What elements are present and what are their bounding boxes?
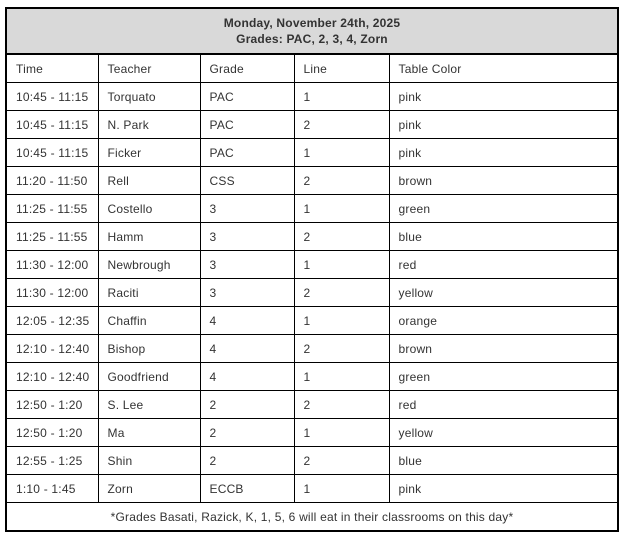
table-cell: Shin xyxy=(98,447,200,475)
table-row xyxy=(6,475,618,503)
table-cell: pink xyxy=(389,83,618,111)
table-cell: pink xyxy=(389,475,618,503)
table-cell: 11:30 - 12:00 xyxy=(6,251,98,279)
table-cell: PAC xyxy=(200,111,294,139)
table-row xyxy=(6,167,618,195)
table-cell: 3 xyxy=(200,195,294,223)
table-cell: 4 xyxy=(200,307,294,335)
column-header-row xyxy=(6,54,618,83)
table-cell: yellow xyxy=(389,279,618,307)
table-cell: 3 xyxy=(200,223,294,251)
title-grades: Grades: PAC, 2, 3, 4, Zorn xyxy=(236,32,388,46)
title-date: Monday, November 24th, 2025 xyxy=(223,16,401,30)
table-row xyxy=(6,363,618,391)
table-cell: brown xyxy=(389,167,618,195)
table-row xyxy=(6,139,618,167)
title-row xyxy=(6,8,618,54)
table-row xyxy=(6,223,618,251)
table-cell: Goodfriend xyxy=(98,363,200,391)
table-cell: 1 xyxy=(294,419,389,447)
table-cell: 2 xyxy=(294,335,389,363)
table-row xyxy=(6,279,618,307)
table-cell: Hamm xyxy=(98,223,200,251)
table-row xyxy=(6,111,618,139)
table-cell: Torquato xyxy=(98,83,200,111)
table-cell: blue xyxy=(389,223,618,251)
table-cell: S. Lee xyxy=(98,391,200,419)
table-cell: 12:50 - 1:20 xyxy=(6,419,98,447)
table-row xyxy=(6,447,618,475)
table-cell: 10:45 - 11:15 xyxy=(6,111,98,139)
table-cell: 3 xyxy=(200,251,294,279)
table-body xyxy=(6,83,618,503)
table-cell: Raciti xyxy=(98,279,200,307)
table-cell: Ma xyxy=(98,419,200,447)
table-row xyxy=(6,335,618,363)
table-cell: 2 xyxy=(294,223,389,251)
column-header-line: Line xyxy=(294,54,389,83)
table-cell: 12:10 - 12:40 xyxy=(6,335,98,363)
table-cell: PAC xyxy=(200,139,294,167)
table-cell: 12:50 - 1:20 xyxy=(6,391,98,419)
table-row xyxy=(6,251,618,279)
table-cell: 11:20 - 11:50 xyxy=(6,167,98,195)
table-cell: 1 xyxy=(294,251,389,279)
footer-row xyxy=(6,503,618,532)
footer-note: *Grades Basati, Razick, K, 1, 5, 6 will eat in their classrooms on this day* xyxy=(6,503,618,532)
table-cell: 11:30 - 12:00 xyxy=(6,279,98,307)
table-cell: 12:10 - 12:40 xyxy=(6,363,98,391)
table-cell: 10:45 - 11:15 xyxy=(6,83,98,111)
table-cell: 11:25 - 11:55 xyxy=(6,195,98,223)
table-row xyxy=(6,419,618,447)
table-cell: CSS xyxy=(200,167,294,195)
table-title xyxy=(6,8,618,54)
table-cell: 12:55 - 1:25 xyxy=(6,447,98,475)
table-cell: 1 xyxy=(294,363,389,391)
table-cell: 2 xyxy=(294,279,389,307)
table-cell: 2 xyxy=(294,391,389,419)
column-header-table-color: Table Color xyxy=(389,54,618,83)
table-cell: 2 xyxy=(200,419,294,447)
table-cell: Ficker xyxy=(98,139,200,167)
table-cell: 3 xyxy=(200,279,294,307)
table-cell: 4 xyxy=(200,363,294,391)
table-cell: orange xyxy=(389,307,618,335)
table-cell: blue xyxy=(389,447,618,475)
table-cell: ECCB xyxy=(200,475,294,503)
table-row xyxy=(6,307,618,335)
table-cell: red xyxy=(389,251,618,279)
table-cell: red xyxy=(389,391,618,419)
table-cell: 2 xyxy=(294,111,389,139)
table-cell: Newbrough xyxy=(98,251,200,279)
table-cell: yellow xyxy=(389,419,618,447)
table-cell: N. Park xyxy=(98,111,200,139)
table-cell: Rell xyxy=(98,167,200,195)
lunch-schedule-table xyxy=(5,7,619,532)
table-cell: Chaffin xyxy=(98,307,200,335)
table-cell: 2 xyxy=(200,391,294,419)
table-cell: PAC xyxy=(200,83,294,111)
column-header-grade: Grade xyxy=(200,54,294,83)
table-cell: Costello xyxy=(98,195,200,223)
table-cell: 1 xyxy=(294,83,389,111)
table-cell: 4 xyxy=(200,335,294,363)
table-cell: 2 xyxy=(294,167,389,195)
table-cell: 1:10 - 1:45 xyxy=(6,475,98,503)
table-cell: pink xyxy=(389,139,618,167)
table-cell: 11:25 - 11:55 xyxy=(6,223,98,251)
table-cell: brown xyxy=(389,335,618,363)
table-cell: green xyxy=(389,363,618,391)
table-row xyxy=(6,391,618,419)
table-cell: green xyxy=(389,195,618,223)
table-cell: 2 xyxy=(200,447,294,475)
table-cell: 12:05 - 12:35 xyxy=(6,307,98,335)
table-cell: 2 xyxy=(294,447,389,475)
table-cell: 1 xyxy=(294,139,389,167)
table-cell: Zorn xyxy=(98,475,200,503)
table-cell: 1 xyxy=(294,195,389,223)
table-cell: 1 xyxy=(294,475,389,503)
table-row xyxy=(6,83,618,111)
table-cell: 10:45 - 11:15 xyxy=(6,139,98,167)
table-cell: pink xyxy=(389,111,618,139)
column-header-teacher: Teacher xyxy=(98,54,200,83)
table-cell: 1 xyxy=(294,307,389,335)
table-cell: Bishop xyxy=(98,335,200,363)
table-row xyxy=(6,195,618,223)
column-header-time: Time xyxy=(6,54,98,83)
